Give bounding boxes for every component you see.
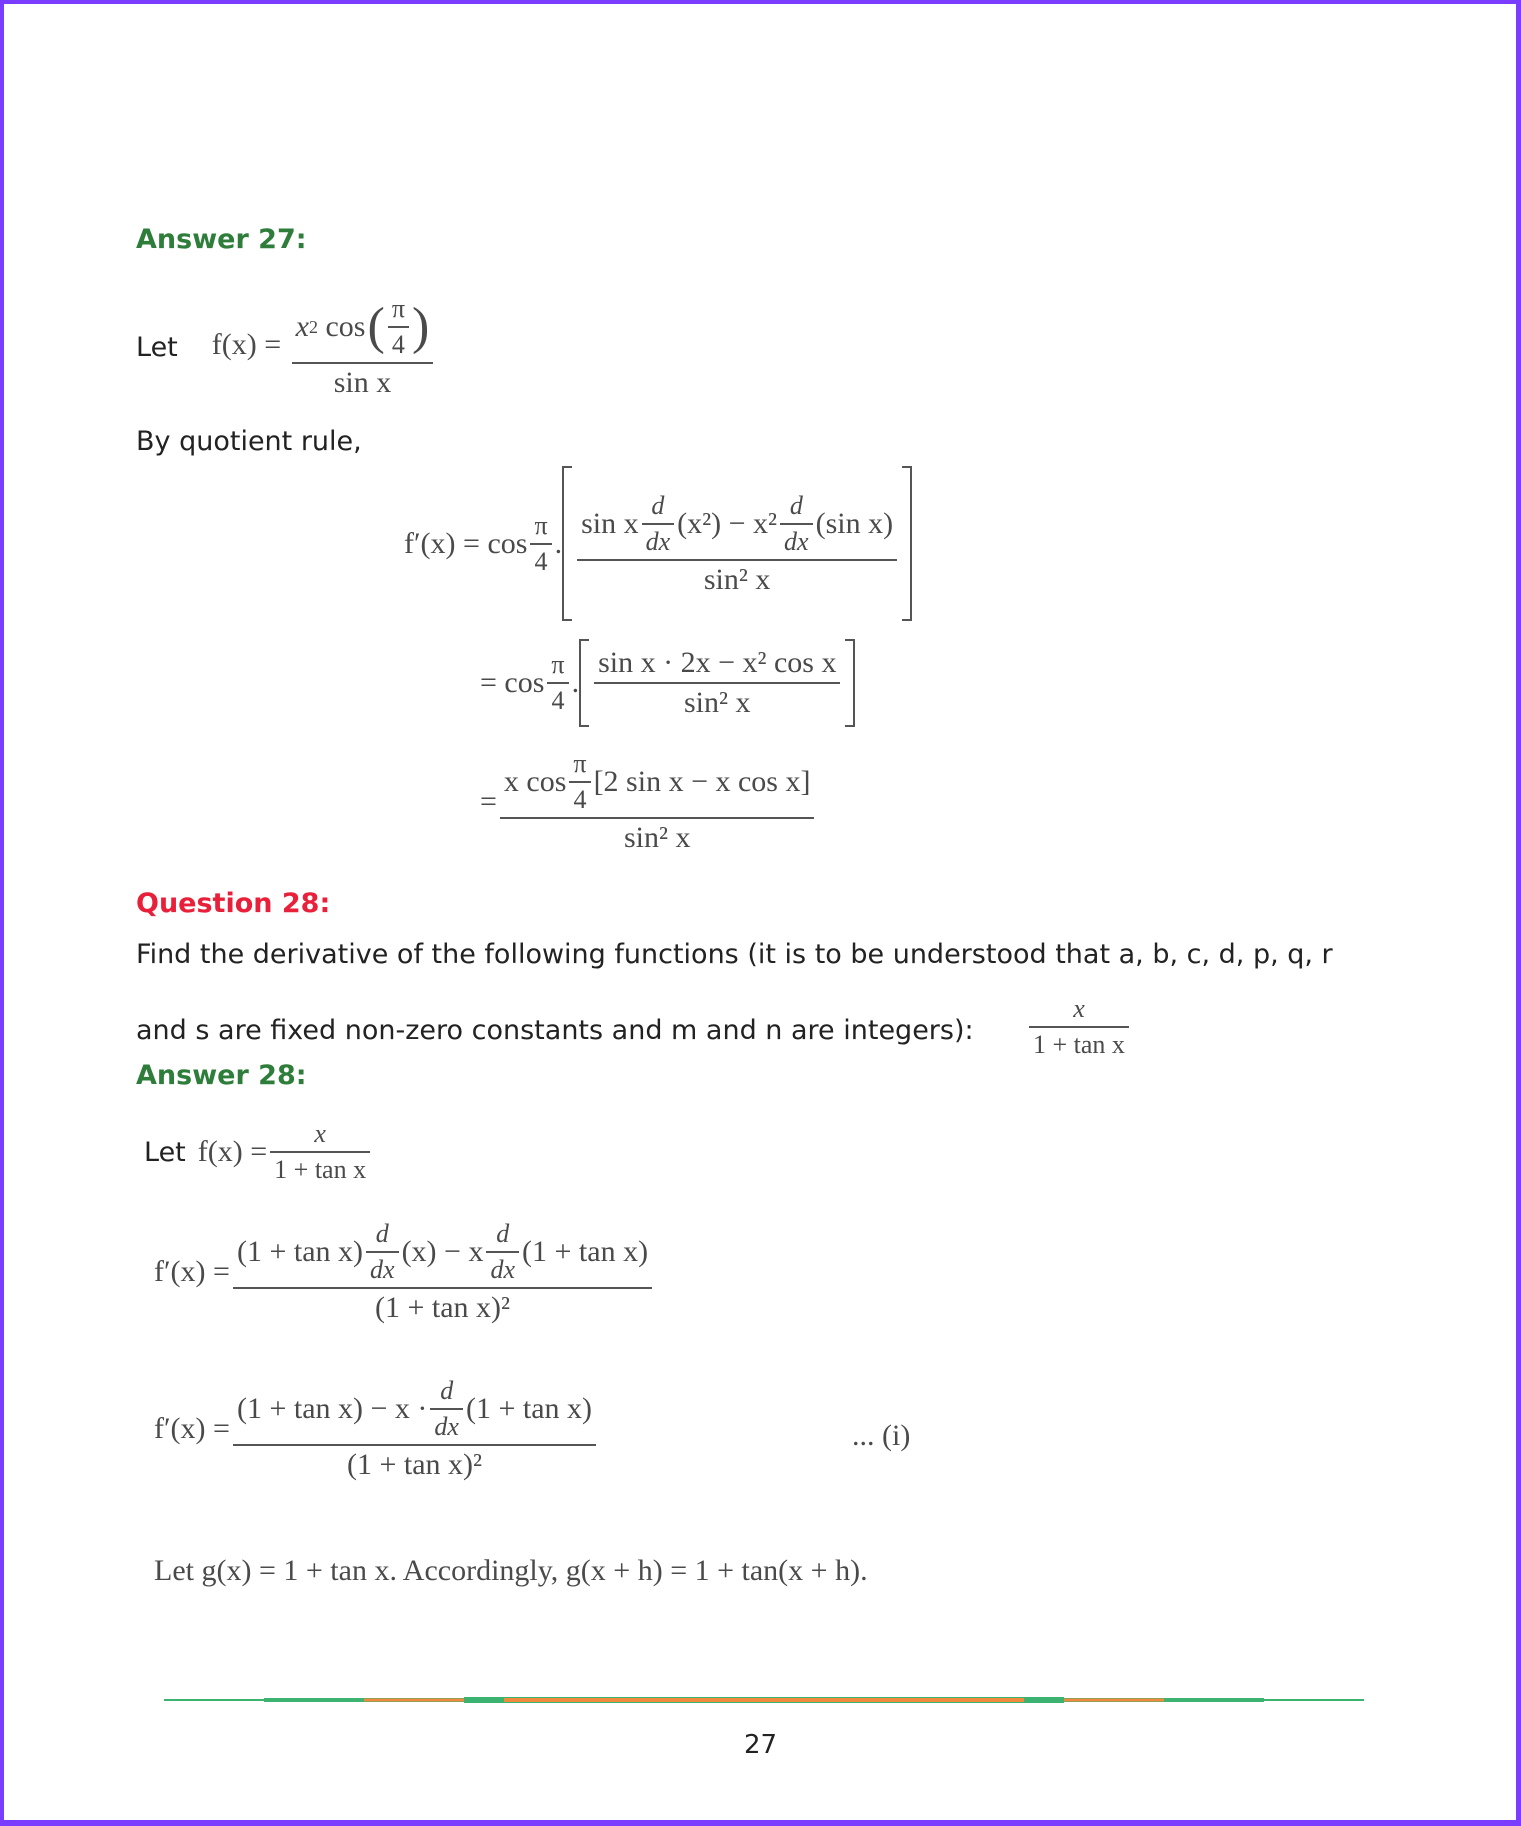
four: 4 bbox=[530, 543, 551, 577]
quotient-rule-text: By quotient rule, bbox=[136, 426, 362, 457]
four: 4 bbox=[547, 682, 568, 716]
pi: π bbox=[573, 749, 587, 778]
numerator: x bbox=[314, 1119, 326, 1148]
bracket-group bbox=[579, 639, 855, 727]
answer-27-step-3 bbox=[480, 749, 817, 855]
dx: dx bbox=[430, 1408, 463, 1442]
denominator: sin² x bbox=[577, 559, 897, 597]
num-part: (x) − x bbox=[401, 1235, 484, 1268]
num-part: (sin x) bbox=[815, 506, 894, 540]
question-28-line-2: and s are fixed non-zero constants and m and n are integers): bbox=[136, 1015, 974, 1046]
step2-lhs: = cos bbox=[480, 666, 545, 699]
cos-fn: cos bbox=[325, 310, 366, 343]
four: 4 bbox=[569, 781, 590, 815]
d-dx bbox=[486, 1219, 519, 1285]
step2-fraction bbox=[233, 1376, 596, 1482]
num-part: sin x bbox=[581, 506, 639, 540]
question-28-line-1: Find the derivative of the following functions (it is to be understood that a, b, c, d, p, q, r bbox=[136, 939, 1333, 970]
denominator: sin² x bbox=[594, 682, 840, 720]
numerator: sin x · 2x − x² cos x bbox=[598, 646, 837, 679]
d-dx bbox=[430, 1376, 463, 1442]
pi: π bbox=[391, 294, 405, 323]
step1-lhs: f′(x) = bbox=[154, 1255, 230, 1288]
answer-28-step-2 bbox=[154, 1376, 599, 1482]
bracket-group bbox=[562, 466, 912, 621]
dot: . bbox=[554, 526, 563, 560]
step2-lhs: f′(x) = bbox=[154, 1412, 230, 1445]
four: 4 bbox=[388, 326, 409, 360]
num-part: (1 + tan x) bbox=[522, 1235, 649, 1268]
answer-27-step-2 bbox=[480, 639, 855, 727]
num-prefix: x cos bbox=[503, 765, 567, 798]
denominator: 1 + tan x bbox=[270, 1151, 370, 1185]
quotient-fraction bbox=[577, 491, 897, 597]
d: d bbox=[789, 490, 803, 520]
denominator: 1 + tan x bbox=[1029, 1026, 1129, 1060]
d: d bbox=[496, 1219, 510, 1248]
answer-28-definition bbox=[144, 1119, 373, 1185]
dot: . bbox=[571, 666, 580, 699]
step3-fraction bbox=[500, 749, 815, 855]
dx: dx bbox=[642, 523, 675, 557]
page-number: 27 bbox=[744, 1730, 778, 1760]
d-dx bbox=[366, 1219, 399, 1285]
denominator: (1 + tan x)² bbox=[233, 1444, 596, 1482]
dx: dx bbox=[780, 523, 813, 557]
quotient-fraction bbox=[233, 1219, 652, 1325]
answer-27-definition bbox=[136, 294, 436, 400]
dx: dx bbox=[366, 1251, 399, 1285]
g-definition: Let g(x) = 1 + tan x. Accordingly, g(x + h) = 1 + tan(x + h). bbox=[154, 1554, 868, 1587]
answer-27-step-1 bbox=[404, 466, 912, 621]
pi: π bbox=[551, 650, 565, 679]
x-var: x bbox=[295, 310, 309, 343]
d: d bbox=[375, 1219, 389, 1248]
f-fraction: x 2 cos ( $\frac{\pi}{4}$ ) sin x bbox=[292, 294, 434, 400]
exponent: 2 bbox=[308, 316, 318, 337]
num-part: (1 + tan x) − x · bbox=[236, 1392, 428, 1425]
num-part: (1 + tan x) bbox=[236, 1235, 364, 1268]
numerator: x bbox=[1073, 994, 1085, 1023]
step2-fraction bbox=[594, 646, 840, 720]
num-part: (x²) − x² bbox=[677, 506, 778, 540]
pi: π bbox=[534, 510, 548, 540]
d: d bbox=[440, 1376, 454, 1405]
footer-divider bbox=[164, 1696, 1364, 1704]
f-lhs: f(x) = bbox=[197, 1135, 268, 1168]
function-fraction bbox=[1029, 994, 1129, 1060]
pi-over-4 bbox=[547, 650, 568, 716]
denominator: (1 + tan x)² bbox=[233, 1287, 652, 1325]
d: d bbox=[651, 490, 665, 520]
question-28-heading: Question 28: bbox=[136, 888, 331, 919]
equation-label: ... (i) bbox=[852, 1419, 911, 1452]
d-dx bbox=[780, 491, 813, 557]
f-definition-math bbox=[198, 1119, 373, 1185]
equals: = bbox=[480, 785, 497, 818]
pi-over-4 bbox=[388, 294, 409, 360]
denominator: sin² x bbox=[500, 817, 815, 855]
answer-28-step-1 bbox=[154, 1219, 655, 1325]
f-lhs: f(x) = bbox=[211, 327, 282, 361]
answer-27-heading: Answer 27: bbox=[136, 224, 307, 255]
let-label: Let bbox=[136, 331, 178, 363]
denominator: sin x bbox=[292, 362, 434, 400]
pi-over-4 bbox=[569, 749, 590, 815]
let-label: Let bbox=[144, 1136, 186, 1168]
document-page bbox=[4, 4, 1516, 1820]
f-fraction bbox=[270, 1119, 370, 1185]
answer-28-heading: Answer 28: bbox=[136, 1060, 307, 1091]
step1-lhs: f′(x) = cos bbox=[404, 526, 528, 560]
num-part: (1 + tan x) bbox=[465, 1392, 593, 1425]
question-28-function bbox=[1026, 994, 1132, 1060]
dx: dx bbox=[486, 1251, 519, 1285]
d-dx bbox=[642, 491, 675, 557]
num-bracket: [2 sin x − x cos x] bbox=[593, 765, 811, 798]
pi-over-4 bbox=[530, 511, 551, 577]
f-definition-math bbox=[212, 294, 437, 400]
